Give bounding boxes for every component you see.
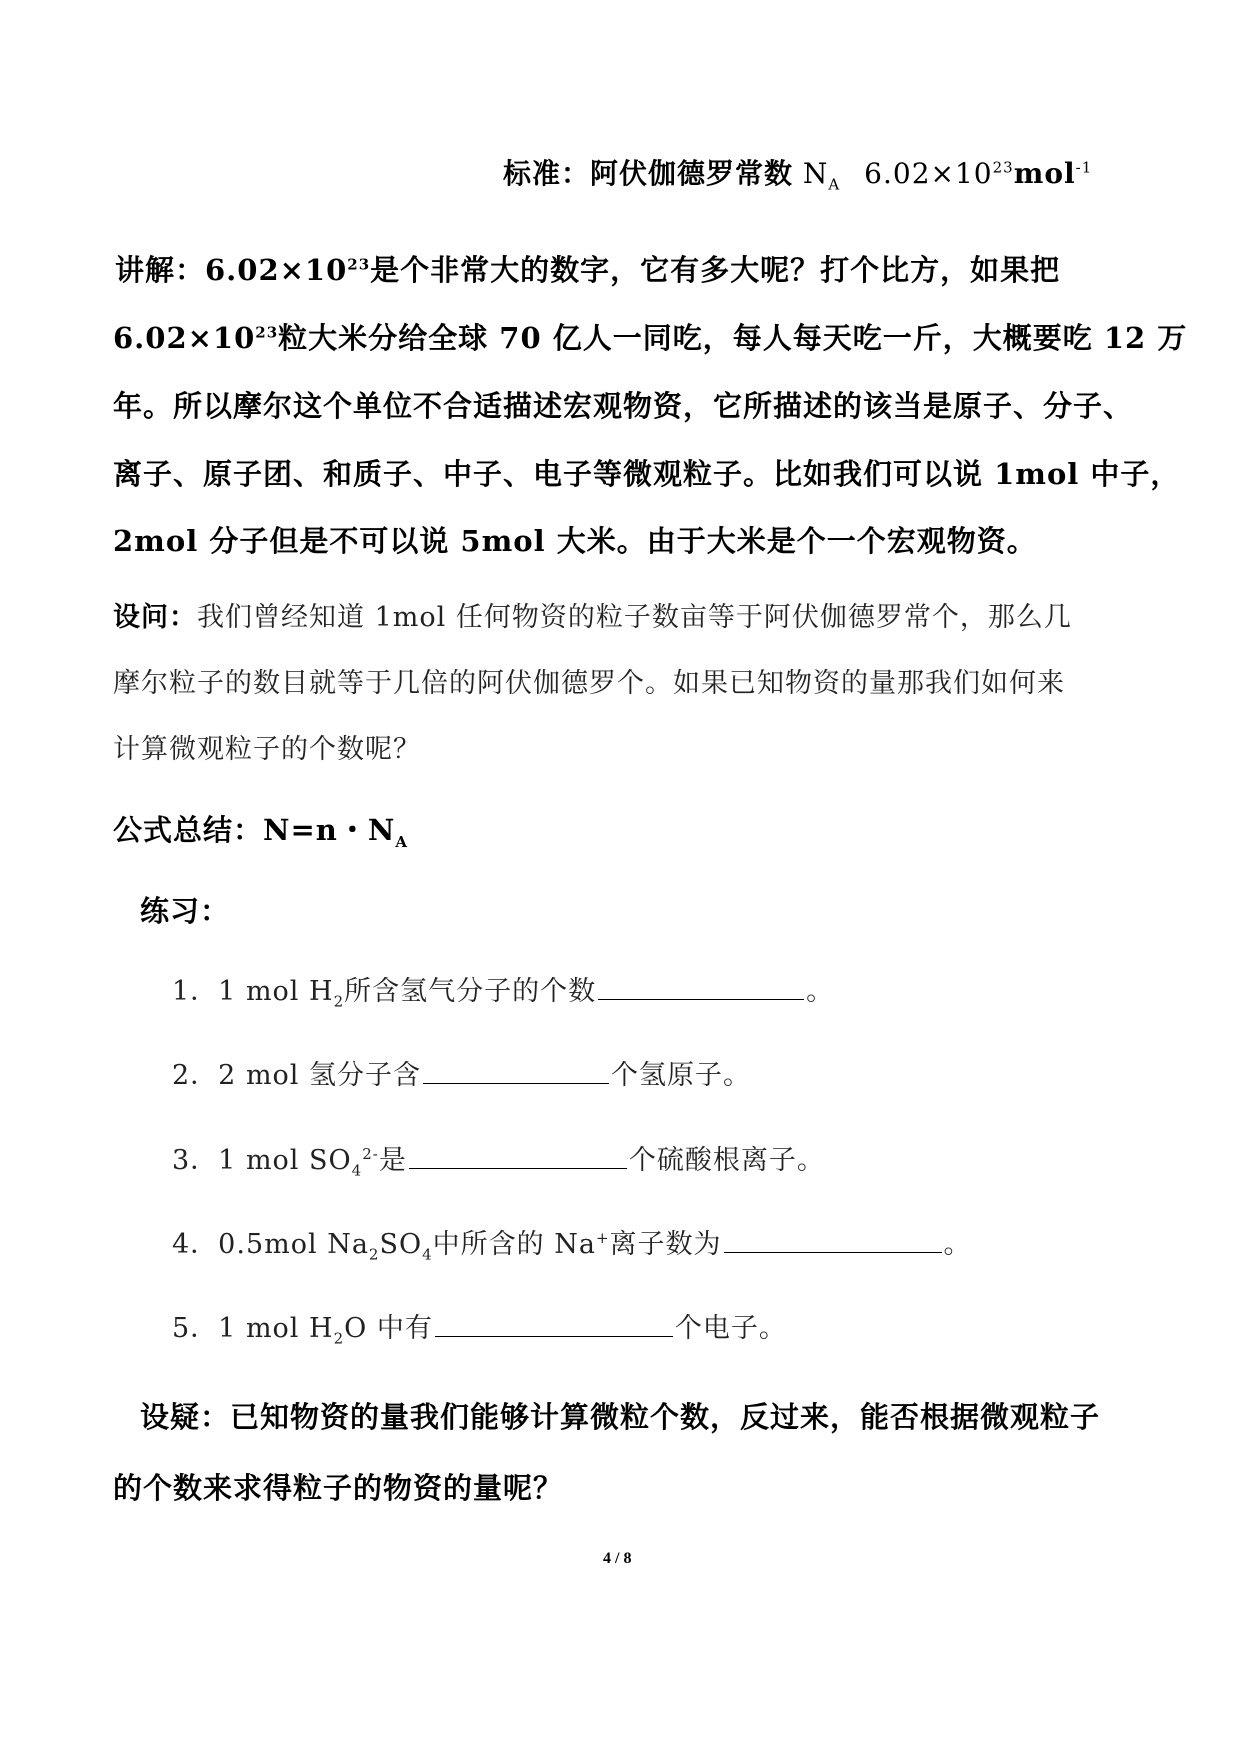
answer-blank-1[interactable] <box>598 975 804 1000</box>
avogadro-symbol: $N_A$ <box>802 157 841 194</box>
answer-blank-3[interactable] <box>409 1144 627 1169</box>
question-line-2: 摩尔粒子的数目就等于几倍的阿伏伽德罗个。如果已知物资的量那我们如何来 <box>113 668 1065 699</box>
exercise-1: 1．1 mol $H_2$所含氢气分子的个数 。 <box>172 976 835 1011</box>
doubt-line-2: 的个数来求得粒子的物资的量呢？ <box>113 1471 564 1505</box>
explanation-line-4: 离子、原子团、和质子、中子、电子等微观粒子。比如我们可以说 1mol 中子， <box>113 457 1181 491</box>
question-line-3: 计算微观粒子的个数呢？ <box>113 734 421 765</box>
answer-blank-2[interactable] <box>423 1059 609 1084</box>
explanation-line-1: 讲解：$6.02\times 10^{23}$是个非常大的数字，它有多大呢？打个比方，如果把 <box>115 253 1061 287</box>
exercise-3: 3．1 mol $SO_4^{2-}$是 个硫酸根离子。 <box>172 1145 825 1180</box>
formula-summary: 公式总结：N=n・$N_A$ <box>113 813 409 851</box>
exercises-label: 练习： <box>140 894 231 928</box>
answer-blank-4[interactable] <box>724 1228 942 1253</box>
avogadro-value: $6.02\times 10^{23}mol^{-1}$ <box>864 157 1093 190</box>
exercise-2: 2．2 mol 氢分子含 个氢原子。 <box>172 1060 752 1091</box>
standard-label: 标准：阿伏伽德罗常数 <box>503 157 794 190</box>
answer-blank-5[interactable] <box>435 1312 673 1337</box>
question-line-1: 设问：我们曾经知道 1mol 任何物资的粒子数亩等于阿伏伽德罗常个，那么几 <box>113 602 1072 633</box>
explanation-line-3: 年。所以摩尔这个单位不合适描述宏观物资，它所描述的该当是原子、分子、 <box>113 389 1134 423</box>
explanation-line-2: $6.02\times 10^{23}$粒大米分给全球 70 亿人一同吃，每人每天吃一斤，大概要吃 12 万 <box>113 321 1188 355</box>
explanation-line-5: 2mol 分子但是不可以说 5mol 大米。由于大米是个一个宏观物资。 <box>113 524 1037 558</box>
page-number: 4 / 8 <box>603 1550 632 1567</box>
doubt-line-1: 设疑：已知物资的量我们能够计算微粒个数，反过来，能否根据微观粒子 <box>140 1400 1101 1434</box>
exercise-5: 5．1 mol $H_2O$ 中有 个电子。 <box>172 1313 787 1348</box>
standard-line <box>503 152 1092 192</box>
exercise-4: 4．0.5mol $Na_2SO_4$中所含的 Na+离子数为 。 <box>172 1229 972 1264</box>
